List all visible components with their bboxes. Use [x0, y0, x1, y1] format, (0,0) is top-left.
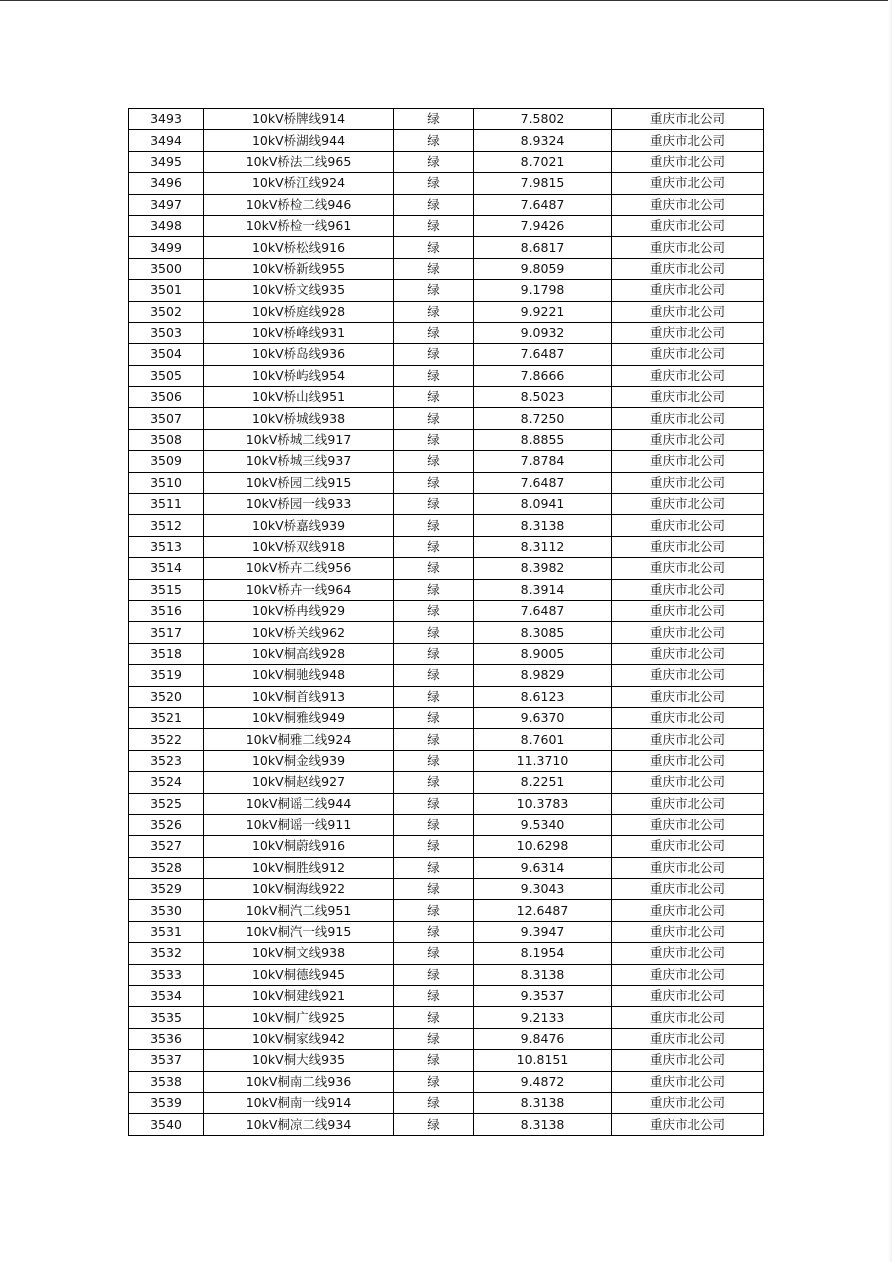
value-cell: 9.5340	[474, 814, 612, 835]
company-cell: 重庆市北公司	[612, 686, 764, 707]
line-name-cell: 10kV桥江线924	[204, 173, 394, 194]
value-cell: 8.5023	[474, 387, 612, 408]
line-name-cell: 10kV桐建线921	[204, 986, 394, 1007]
row-index-cell: 3508	[129, 429, 204, 450]
table-row	[129, 344, 764, 365]
company-cell: 重庆市北公司	[612, 750, 764, 771]
status-cell: 绿	[394, 729, 474, 750]
company-cell: 重庆市北公司	[612, 879, 764, 900]
line-name-cell: 10kV桐金线939	[204, 750, 394, 771]
status-cell: 绿	[394, 365, 474, 386]
table-row	[129, 280, 764, 301]
company-cell: 重庆市北公司	[612, 194, 764, 215]
table-row	[129, 151, 764, 172]
table-row	[129, 173, 764, 194]
company-cell: 重庆市北公司	[612, 622, 764, 643]
company-cell: 重庆市北公司	[612, 387, 764, 408]
company-cell: 重庆市北公司	[612, 472, 764, 493]
table-row	[129, 1050, 764, 1071]
row-index-cell: 3532	[129, 943, 204, 964]
value-cell: 9.2133	[474, 1007, 612, 1028]
value-cell: 9.8059	[474, 258, 612, 279]
table-row	[129, 686, 764, 707]
table-row	[129, 451, 764, 472]
status-cell: 绿	[394, 836, 474, 857]
table-row	[129, 494, 764, 515]
value-cell: 9.6314	[474, 857, 612, 878]
line-name-cell: 10kV桥关线962	[204, 622, 394, 643]
row-index-cell: 3536	[129, 1028, 204, 1049]
status-cell: 绿	[394, 429, 474, 450]
value-cell: 7.8784	[474, 451, 612, 472]
table-row	[129, 536, 764, 557]
line-name-cell: 10kV桐文线938	[204, 943, 394, 964]
row-index-cell: 3515	[129, 579, 204, 600]
line-name-cell: 10kV桥检一线961	[204, 215, 394, 236]
company-cell: 重庆市北公司	[612, 536, 764, 557]
line-name-cell: 10kV桥检二线946	[204, 194, 394, 215]
company-cell: 重庆市北公司	[612, 1028, 764, 1049]
company-cell: 重庆市北公司	[612, 707, 764, 728]
value-cell: 10.6298	[474, 836, 612, 857]
row-index-cell: 3537	[129, 1050, 204, 1071]
value-cell: 8.3914	[474, 579, 612, 600]
line-name-cell: 10kV桥山线951	[204, 387, 394, 408]
table-row	[129, 793, 764, 814]
status-cell: 绿	[394, 579, 474, 600]
company-cell: 重庆市北公司	[612, 1114, 764, 1135]
company-cell: 重庆市北公司	[612, 280, 764, 301]
value-cell: 7.6487	[474, 600, 612, 621]
row-index-cell: 3514	[129, 558, 204, 579]
value-cell: 8.7601	[474, 729, 612, 750]
value-cell: 7.8666	[474, 365, 612, 386]
row-index-cell: 3524	[129, 772, 204, 793]
company-cell: 重庆市北公司	[612, 1050, 764, 1071]
row-index-cell: 3510	[129, 472, 204, 493]
line-name-cell: 10kV桥园一线933	[204, 494, 394, 515]
feeder-table-body	[129, 109, 764, 1136]
value-cell: 9.1798	[474, 280, 612, 301]
line-name-cell: 10kV桐南一线914	[204, 1092, 394, 1113]
line-name-cell: 10kV桥城线938	[204, 408, 394, 429]
company-cell: 重庆市北公司	[612, 814, 764, 835]
line-name-cell: 10kV桐大线935	[204, 1050, 394, 1071]
table-row	[129, 772, 764, 793]
line-name-cell: 10kV桥冉线929	[204, 600, 394, 621]
company-cell: 重庆市北公司	[612, 921, 764, 942]
line-name-cell: 10kV桥峰线931	[204, 322, 394, 343]
row-index-cell: 3501	[129, 280, 204, 301]
value-cell: 9.3947	[474, 921, 612, 942]
line-name-cell: 10kV桥庭线928	[204, 301, 394, 322]
status-cell: 绿	[394, 194, 474, 215]
row-index-cell: 3534	[129, 986, 204, 1007]
row-index-cell: 3538	[129, 1071, 204, 1092]
company-cell: 重庆市北公司	[612, 344, 764, 365]
status-cell: 绿	[394, 1007, 474, 1028]
row-index-cell: 3519	[129, 665, 204, 686]
line-name-cell: 10kV桐雅二线924	[204, 729, 394, 750]
status-cell: 绿	[394, 943, 474, 964]
status-cell: 绿	[394, 900, 474, 921]
table-row	[129, 130, 764, 151]
company-cell: 重庆市北公司	[612, 451, 764, 472]
page-right-edge	[888, 0, 892, 1262]
row-index-cell: 3540	[129, 1114, 204, 1135]
status-cell: 绿	[394, 814, 474, 835]
value-cell: 8.7021	[474, 151, 612, 172]
row-index-cell: 3526	[129, 814, 204, 835]
value-cell: 11.3710	[474, 750, 612, 771]
table-row	[129, 814, 764, 835]
line-name-cell: 10kV桐广线925	[204, 1007, 394, 1028]
table-row	[129, 515, 764, 536]
row-index-cell: 3513	[129, 536, 204, 557]
row-index-cell: 3499	[129, 237, 204, 258]
status-cell: 绿	[394, 1114, 474, 1135]
value-cell: 9.3537	[474, 986, 612, 1007]
company-cell: 重庆市北公司	[612, 1007, 764, 1028]
value-cell: 8.8855	[474, 429, 612, 450]
status-cell: 绿	[394, 1050, 474, 1071]
table-row	[129, 879, 764, 900]
table-row	[129, 322, 764, 343]
table-row	[129, 964, 764, 985]
status-cell: 绿	[394, 536, 474, 557]
status-cell: 绿	[394, 986, 474, 1007]
line-name-cell: 10kV桐汽一线915	[204, 921, 394, 942]
row-index-cell: 3521	[129, 707, 204, 728]
status-cell: 绿	[394, 707, 474, 728]
row-index-cell: 3498	[129, 215, 204, 236]
value-cell: 10.3783	[474, 793, 612, 814]
company-cell: 重庆市北公司	[612, 494, 764, 515]
table-row	[129, 900, 764, 921]
table-row	[129, 729, 764, 750]
line-name-cell: 10kV桐高线928	[204, 643, 394, 664]
status-cell: 绿	[394, 451, 474, 472]
line-name-cell: 10kV桐谣二线944	[204, 793, 394, 814]
row-index-cell: 3539	[129, 1092, 204, 1113]
value-cell: 12.6487	[474, 900, 612, 921]
line-name-cell: 10kV桐家线942	[204, 1028, 394, 1049]
company-cell: 重庆市北公司	[612, 237, 764, 258]
status-cell: 绿	[394, 151, 474, 172]
value-cell: 10.8151	[474, 1050, 612, 1071]
company-cell: 重庆市北公司	[612, 151, 764, 172]
status-cell: 绿	[394, 921, 474, 942]
status-cell: 绿	[394, 857, 474, 878]
company-cell: 重庆市北公司	[612, 793, 764, 814]
table-row	[129, 429, 764, 450]
value-cell: 8.2251	[474, 772, 612, 793]
company-cell: 重庆市北公司	[612, 1092, 764, 1113]
value-cell: 8.3138	[474, 1114, 612, 1135]
table-row	[129, 408, 764, 429]
line-name-cell: 10kV桐胜线912	[204, 857, 394, 878]
status-cell: 绿	[394, 258, 474, 279]
table-row	[129, 622, 764, 643]
table-row	[129, 472, 764, 493]
line-name-cell: 10kV桥法二线965	[204, 151, 394, 172]
status-cell: 绿	[394, 344, 474, 365]
value-cell: 8.9005	[474, 643, 612, 664]
status-cell: 绿	[394, 600, 474, 621]
company-cell: 重庆市北公司	[612, 173, 764, 194]
status-cell: 绿	[394, 322, 474, 343]
company-cell: 重庆市北公司	[612, 322, 764, 343]
row-index-cell: 3509	[129, 451, 204, 472]
row-index-cell: 3505	[129, 365, 204, 386]
status-cell: 绿	[394, 1092, 474, 1113]
company-cell: 重庆市北公司	[612, 643, 764, 664]
table-row	[129, 943, 764, 964]
table-row	[129, 857, 764, 878]
line-name-cell: 10kV桥新线955	[204, 258, 394, 279]
line-name-cell: 10kV桥城三线937	[204, 451, 394, 472]
row-index-cell: 3529	[129, 879, 204, 900]
table-row	[129, 301, 764, 322]
value-cell: 8.9324	[474, 130, 612, 151]
table-row	[129, 1092, 764, 1113]
value-cell: 9.0932	[474, 322, 612, 343]
value-cell: 9.6370	[474, 707, 612, 728]
value-cell: 7.5802	[474, 109, 612, 130]
status-cell: 绿	[394, 1071, 474, 1092]
value-cell: 9.3043	[474, 879, 612, 900]
row-index-cell: 3495	[129, 151, 204, 172]
company-cell: 重庆市北公司	[612, 986, 764, 1007]
company-cell: 重庆市北公司	[612, 836, 764, 857]
feeder-table	[128, 108, 764, 1136]
company-cell: 重庆市北公司	[612, 109, 764, 130]
line-name-cell: 10kV桐谣一线911	[204, 814, 394, 835]
status-cell: 绿	[394, 494, 474, 515]
line-name-cell: 10kV桥城二线917	[204, 429, 394, 450]
status-cell: 绿	[394, 387, 474, 408]
table-row	[129, 1114, 764, 1135]
table-row	[129, 750, 764, 771]
row-index-cell: 3530	[129, 900, 204, 921]
row-index-cell: 3494	[129, 130, 204, 151]
row-index-cell: 3496	[129, 173, 204, 194]
table-row	[129, 387, 764, 408]
status-cell: 绿	[394, 515, 474, 536]
table-row	[129, 237, 764, 258]
value-cell: 8.3138	[474, 1092, 612, 1113]
page-top-border	[0, 0, 892, 1]
line-name-cell: 10kV桥文线935	[204, 280, 394, 301]
company-cell: 重庆市北公司	[612, 258, 764, 279]
table-row	[129, 558, 764, 579]
value-cell: 7.9426	[474, 215, 612, 236]
value-cell: 9.9221	[474, 301, 612, 322]
company-cell: 重庆市北公司	[612, 900, 764, 921]
value-cell: 8.7250	[474, 408, 612, 429]
company-cell: 重庆市北公司	[612, 943, 764, 964]
row-index-cell: 3527	[129, 836, 204, 857]
company-cell: 重庆市北公司	[612, 515, 764, 536]
status-cell: 绿	[394, 472, 474, 493]
value-cell: 9.8476	[474, 1028, 612, 1049]
status-cell: 绿	[394, 130, 474, 151]
company-cell: 重庆市北公司	[612, 558, 764, 579]
table-row	[129, 836, 764, 857]
line-name-cell: 10kV桐汽二线951	[204, 900, 394, 921]
company-cell: 重庆市北公司	[612, 729, 764, 750]
value-cell: 8.1954	[474, 943, 612, 964]
company-cell: 重庆市北公司	[612, 579, 764, 600]
line-name-cell: 10kV桐雅线949	[204, 707, 394, 728]
line-name-cell: 10kV桐凉二线934	[204, 1114, 394, 1135]
row-index-cell: 3506	[129, 387, 204, 408]
value-cell: 7.6487	[474, 472, 612, 493]
value-cell: 7.9815	[474, 173, 612, 194]
company-cell: 重庆市北公司	[612, 600, 764, 621]
company-cell: 重庆市北公司	[612, 408, 764, 429]
line-name-cell: 10kV桐赵线927	[204, 772, 394, 793]
line-name-cell: 10kV桐蔚线916	[204, 836, 394, 857]
table-row	[129, 1028, 764, 1049]
value-cell: 7.6487	[474, 344, 612, 365]
status-cell: 绿	[394, 558, 474, 579]
row-index-cell: 3518	[129, 643, 204, 664]
status-cell: 绿	[394, 109, 474, 130]
line-name-cell: 10kV桥双线918	[204, 536, 394, 557]
row-index-cell: 3535	[129, 1007, 204, 1028]
row-index-cell: 3512	[129, 515, 204, 536]
value-cell: 9.4872	[474, 1071, 612, 1092]
value-cell: 8.3982	[474, 558, 612, 579]
company-cell: 重庆市北公司	[612, 857, 764, 878]
row-index-cell: 3504	[129, 344, 204, 365]
company-cell: 重庆市北公司	[612, 215, 764, 236]
status-cell: 绿	[394, 173, 474, 194]
line-name-cell: 10kV桥园二线915	[204, 472, 394, 493]
company-cell: 重庆市北公司	[612, 665, 764, 686]
status-cell: 绿	[394, 622, 474, 643]
row-index-cell: 3522	[129, 729, 204, 750]
line-name-cell: 10kV桥屿线954	[204, 365, 394, 386]
table-row	[129, 194, 764, 215]
line-name-cell: 10kV桐驰线948	[204, 665, 394, 686]
value-cell: 8.3112	[474, 536, 612, 557]
table-row	[129, 1007, 764, 1028]
company-cell: 重庆市北公司	[612, 1071, 764, 1092]
line-name-cell: 10kV桥卉一线964	[204, 579, 394, 600]
value-cell: 8.3138	[474, 964, 612, 985]
status-cell: 绿	[394, 1028, 474, 1049]
line-name-cell: 10kV桥岛线936	[204, 344, 394, 365]
line-name-cell: 10kV桥湖线944	[204, 130, 394, 151]
value-cell: 8.3138	[474, 515, 612, 536]
table-row	[129, 986, 764, 1007]
line-name-cell: 10kV桥牌线914	[204, 109, 394, 130]
line-name-cell: 10kV桐德线945	[204, 964, 394, 985]
value-cell: 8.9829	[474, 665, 612, 686]
status-cell: 绿	[394, 215, 474, 236]
table-row	[129, 643, 764, 664]
table-row	[129, 600, 764, 621]
status-cell: 绿	[394, 793, 474, 814]
row-index-cell: 3516	[129, 600, 204, 621]
table-row	[129, 579, 764, 600]
table-row	[129, 707, 764, 728]
line-name-cell: 10kV桥嘉线939	[204, 515, 394, 536]
status-cell: 绿	[394, 772, 474, 793]
table-row	[129, 921, 764, 942]
company-cell: 重庆市北公司	[612, 772, 764, 793]
value-cell: 8.6817	[474, 237, 612, 258]
row-index-cell: 3493	[129, 109, 204, 130]
row-index-cell: 3520	[129, 686, 204, 707]
row-index-cell: 3507	[129, 408, 204, 429]
row-index-cell: 3517	[129, 622, 204, 643]
status-cell: 绿	[394, 301, 474, 322]
status-cell: 绿	[394, 964, 474, 985]
table-row	[129, 215, 764, 236]
line-name-cell: 10kV桥松线916	[204, 237, 394, 258]
row-index-cell: 3497	[129, 194, 204, 215]
status-cell: 绿	[394, 280, 474, 301]
status-cell: 绿	[394, 408, 474, 429]
row-index-cell: 3525	[129, 793, 204, 814]
value-cell: 7.6487	[474, 194, 612, 215]
line-name-cell: 10kV桐南二线936	[204, 1071, 394, 1092]
status-cell: 绿	[394, 686, 474, 707]
company-cell: 重庆市北公司	[612, 964, 764, 985]
row-index-cell: 3528	[129, 857, 204, 878]
row-index-cell: 3503	[129, 322, 204, 343]
row-index-cell: 3500	[129, 258, 204, 279]
status-cell: 绿	[394, 879, 474, 900]
row-index-cell: 3502	[129, 301, 204, 322]
status-cell: 绿	[394, 665, 474, 686]
status-cell: 绿	[394, 750, 474, 771]
line-name-cell: 10kV桐首线913	[204, 686, 394, 707]
row-index-cell: 3511	[129, 494, 204, 515]
value-cell: 8.0941	[474, 494, 612, 515]
status-cell: 绿	[394, 643, 474, 664]
value-cell: 8.3085	[474, 622, 612, 643]
table-row	[129, 258, 764, 279]
table-row	[129, 365, 764, 386]
row-index-cell: 3531	[129, 921, 204, 942]
company-cell: 重庆市北公司	[612, 301, 764, 322]
status-cell: 绿	[394, 237, 474, 258]
table-row	[129, 1071, 764, 1092]
company-cell: 重庆市北公司	[612, 130, 764, 151]
line-name-cell: 10kV桐海线922	[204, 879, 394, 900]
company-cell: 重庆市北公司	[612, 429, 764, 450]
table-row	[129, 665, 764, 686]
company-cell: 重庆市北公司	[612, 365, 764, 386]
row-index-cell: 3533	[129, 964, 204, 985]
table-row	[129, 109, 764, 130]
line-name-cell: 10kV桥卉二线956	[204, 558, 394, 579]
value-cell: 8.6123	[474, 686, 612, 707]
row-index-cell: 3523	[129, 750, 204, 771]
